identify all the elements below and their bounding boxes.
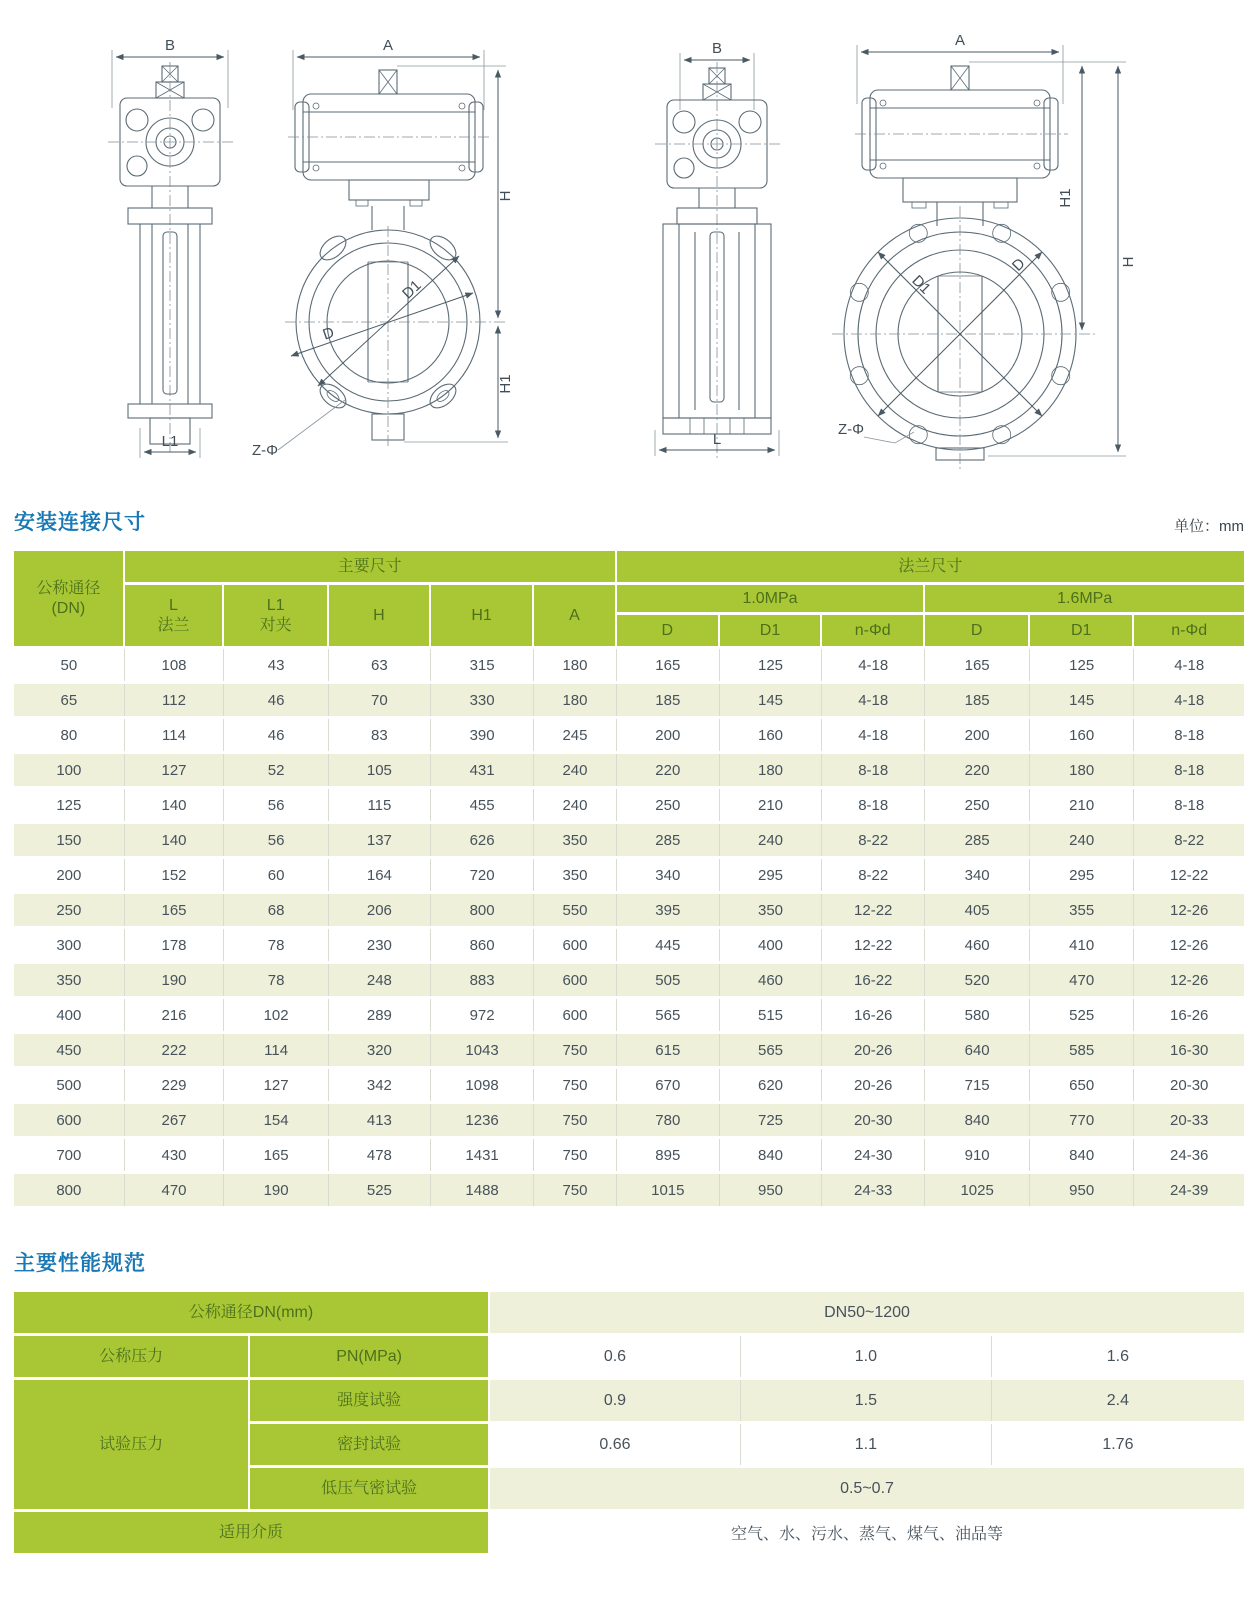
table-cell: 413 bbox=[329, 1104, 431, 1136]
section-title-performance: 主要性能规范 bbox=[14, 1252, 146, 1275]
table-cell: 248 bbox=[329, 964, 431, 996]
table-cell: 315 bbox=[431, 649, 534, 681]
table-cell: 840 bbox=[1030, 1139, 1135, 1171]
table-row bbox=[14, 1380, 1244, 1421]
col-group-1-0mpa: 1.0MPa bbox=[617, 585, 926, 612]
dim-label-z-phi: Z-Φ bbox=[252, 442, 279, 459]
table-cell: 8-22 bbox=[822, 859, 925, 891]
technical-drawings bbox=[0, 0, 1258, 500]
table-cell: 1236 bbox=[431, 1104, 534, 1136]
dim-label-z-phi: Z-Φ bbox=[838, 421, 865, 438]
table-cell: 410 bbox=[1030, 929, 1135, 961]
table-cell: 220 bbox=[925, 754, 1030, 786]
table-cell: 102 bbox=[224, 999, 329, 1031]
table-cell: 154 bbox=[224, 1104, 329, 1136]
table-cell: 4-18 bbox=[822, 684, 925, 716]
col-header-a: A bbox=[534, 585, 616, 646]
table-cell: 8-22 bbox=[822, 824, 925, 856]
dim-label-h: H bbox=[497, 190, 514, 202]
table-cell: 840 bbox=[925, 1104, 1030, 1136]
table-cell: 1043 bbox=[431, 1034, 534, 1066]
table-cell: 525 bbox=[1030, 999, 1135, 1031]
table-cell: 165 bbox=[617, 649, 720, 681]
perf-value-seal-1: 1.1 bbox=[741, 1424, 992, 1465]
table-cell: 230 bbox=[329, 929, 431, 961]
table-cell: 165 bbox=[224, 1139, 329, 1171]
col-header-l1-line2: 对夹 bbox=[259, 616, 292, 634]
table-cell: 972 bbox=[431, 999, 534, 1031]
table-cell: 470 bbox=[125, 1174, 225, 1206]
table-cell: 883 bbox=[431, 964, 534, 996]
table-cell: 478 bbox=[329, 1139, 431, 1171]
table-cell: 8-18 bbox=[822, 789, 925, 821]
table-cell: 56 bbox=[224, 789, 329, 821]
table-cell: 430 bbox=[125, 1139, 225, 1171]
table-cell: 350 bbox=[534, 824, 616, 856]
col-header-l-line2: 法兰 bbox=[157, 616, 190, 634]
table-row bbox=[14, 1034, 1244, 1066]
table-cell: 185 bbox=[925, 684, 1030, 716]
perf-value-pn-0: 0.6 bbox=[490, 1336, 741, 1377]
table-cell: 525 bbox=[329, 1174, 431, 1206]
table-cell: 725 bbox=[720, 1104, 822, 1136]
table-cell: 390 bbox=[431, 719, 534, 751]
table-cell: 210 bbox=[1030, 789, 1135, 821]
table-row bbox=[14, 1336, 1244, 1377]
table-cell: 160 bbox=[720, 719, 822, 751]
col-header-d1-16: D1 bbox=[1030, 615, 1135, 646]
table-cell: 24-33 bbox=[822, 1174, 925, 1206]
perf-value-seal-2: 1.76 bbox=[992, 1424, 1244, 1465]
drawing-wafer-side-view bbox=[108, 37, 235, 458]
table-cell: 65 bbox=[14, 684, 125, 716]
table-row bbox=[14, 1104, 1244, 1136]
table-cell: 350 bbox=[14, 964, 125, 996]
table-cell: 800 bbox=[431, 894, 534, 926]
table-cell: 910 bbox=[925, 1139, 1030, 1171]
col-group-main-dims: 主要尺寸 bbox=[125, 551, 617, 582]
table-cell: 20-26 bbox=[822, 1034, 925, 1066]
table-cell: 342 bbox=[329, 1069, 431, 1101]
table-cell: 105 bbox=[329, 754, 431, 786]
table-cell: 8-22 bbox=[1134, 824, 1244, 856]
table-cell: 250 bbox=[925, 789, 1030, 821]
table-cell: 520 bbox=[925, 964, 1030, 996]
table-cell: 180 bbox=[534, 649, 616, 681]
table-cell: 12-26 bbox=[1134, 894, 1244, 926]
perf-value-strength-2: 2.4 bbox=[992, 1380, 1244, 1421]
table-cell: 20-30 bbox=[1134, 1069, 1244, 1101]
table-cell: 405 bbox=[925, 894, 1030, 926]
table-cell: 715 bbox=[925, 1069, 1030, 1101]
table-cell: 200 bbox=[617, 719, 720, 751]
table-cell: 780 bbox=[617, 1104, 720, 1136]
table-cell: 216 bbox=[125, 999, 225, 1031]
table-cell: 190 bbox=[224, 1174, 329, 1206]
table-cell: 1431 bbox=[431, 1139, 534, 1171]
dim-label-a: A bbox=[382, 37, 394, 54]
table-cell: 750 bbox=[534, 1034, 616, 1066]
table-cell: 125 bbox=[14, 789, 125, 821]
perf-label-seal-test: 密封试验 bbox=[250, 1424, 490, 1465]
perf-value-strength-1: 1.5 bbox=[741, 1380, 992, 1421]
table-cell: 250 bbox=[617, 789, 720, 821]
table-cell: 20-33 bbox=[1134, 1104, 1244, 1136]
table-cell: 840 bbox=[720, 1139, 822, 1171]
table-cell: 240 bbox=[534, 789, 616, 821]
table-cell: 220 bbox=[617, 754, 720, 786]
col-header-d-10: D bbox=[617, 615, 720, 646]
table-cell: 210 bbox=[720, 789, 822, 821]
table-cell: 240 bbox=[1030, 824, 1135, 856]
table-cell: 180 bbox=[1030, 754, 1135, 786]
col-header-l1-line1: L1 bbox=[266, 596, 285, 614]
col-group-flange-dims: 法兰尺寸 bbox=[617, 551, 1244, 582]
table-cell: 145 bbox=[720, 684, 822, 716]
table-cell: 515 bbox=[720, 999, 822, 1031]
table-cell: 470 bbox=[1030, 964, 1135, 996]
table-cell: 52 bbox=[224, 754, 329, 786]
table-cell: 16-26 bbox=[822, 999, 925, 1031]
table-cell: 8-18 bbox=[1134, 719, 1244, 751]
install-dimensions-table-body bbox=[14, 649, 1244, 1206]
table-row bbox=[14, 1069, 1244, 1101]
table-cell: 600 bbox=[534, 964, 616, 996]
perf-label-low-pressure-test: 低压气密试验 bbox=[250, 1468, 490, 1509]
table-cell: 455 bbox=[431, 789, 534, 821]
col-header-l-line1: L bbox=[169, 596, 178, 614]
perf-label-test-pressure: 试验压力 bbox=[14, 1380, 250, 1509]
table-cell: 125 bbox=[1030, 649, 1135, 681]
table-cell: 16-30 bbox=[1134, 1034, 1244, 1066]
table-cell: 240 bbox=[534, 754, 616, 786]
table-cell: 24-36 bbox=[1134, 1139, 1244, 1171]
table-cell: 550 bbox=[534, 894, 616, 926]
table-cell: 63 bbox=[329, 649, 431, 681]
table-cell: 395 bbox=[617, 894, 720, 926]
col-header-d1-10: D1 bbox=[720, 615, 822, 646]
perf-value-seal-0: 0.66 bbox=[490, 1424, 741, 1465]
table-row bbox=[14, 999, 1244, 1031]
table-cell: 565 bbox=[617, 999, 720, 1031]
table-cell: 300 bbox=[14, 929, 125, 961]
table-cell: 24-39 bbox=[1134, 1174, 1244, 1206]
drawing-flange-front-view bbox=[832, 32, 1137, 470]
table-cell: 285 bbox=[617, 824, 720, 856]
table-cell: 750 bbox=[534, 1069, 616, 1101]
dim-label-d1: D1 bbox=[399, 276, 425, 303]
table-cell: 400 bbox=[720, 929, 822, 961]
drawing-flange-side-view bbox=[655, 40, 782, 458]
col-header-nphid-16: n-Φd bbox=[1134, 615, 1244, 646]
table-cell: 112 bbox=[125, 684, 225, 716]
table-cell: 78 bbox=[224, 929, 329, 961]
table-cell: 100 bbox=[14, 754, 125, 786]
table-cell: 340 bbox=[617, 859, 720, 891]
table-cell: 285 bbox=[925, 824, 1030, 856]
table-cell: 127 bbox=[224, 1069, 329, 1101]
table-cell: 400 bbox=[14, 999, 125, 1031]
dim-label-b: B bbox=[711, 40, 723, 57]
table-cell: 267 bbox=[125, 1104, 225, 1136]
table-cell: 190 bbox=[125, 964, 225, 996]
table-cell: 200 bbox=[925, 719, 1030, 751]
table-cell: 800 bbox=[14, 1174, 125, 1206]
table-cell: 150 bbox=[14, 824, 125, 856]
table-cell: 180 bbox=[720, 754, 822, 786]
col-header-dn bbox=[14, 551, 125, 646]
table-cell: 950 bbox=[1030, 1174, 1135, 1206]
table-cell: 4-18 bbox=[1134, 684, 1244, 716]
table-cell: 12-22 bbox=[822, 929, 925, 961]
table-row bbox=[14, 894, 1244, 926]
table-cell: 145 bbox=[1030, 684, 1135, 716]
table-cell: 460 bbox=[720, 964, 822, 996]
table-cell: 1015 bbox=[617, 1174, 720, 1206]
table-cell: 56 bbox=[224, 824, 329, 856]
col-group-1-6mpa: 1.6MPa bbox=[925, 585, 1244, 612]
unit-label: 单位：mm bbox=[1174, 518, 1244, 535]
table-row bbox=[14, 684, 1244, 716]
table-cell: 50 bbox=[14, 649, 125, 681]
table-cell: 330 bbox=[431, 684, 534, 716]
table-cell: 580 bbox=[925, 999, 1030, 1031]
table-row bbox=[14, 1139, 1244, 1171]
table-row bbox=[14, 1292, 1244, 1333]
table-cell: 350 bbox=[720, 894, 822, 926]
table-cell: 108 bbox=[125, 649, 225, 681]
dim-label-h1: H1 bbox=[497, 374, 514, 394]
table-cell: 200 bbox=[14, 859, 125, 891]
table-cell: 240 bbox=[720, 824, 822, 856]
table-cell: 160 bbox=[1030, 719, 1135, 751]
table-cell: 178 bbox=[125, 929, 225, 961]
table-cell: 600 bbox=[14, 1104, 125, 1136]
table-cell: 460 bbox=[925, 929, 1030, 961]
col-header-d-16: D bbox=[925, 615, 1030, 646]
table-cell: 640 bbox=[925, 1034, 1030, 1066]
table-cell: 500 bbox=[14, 1069, 125, 1101]
table-cell: 127 bbox=[125, 754, 225, 786]
table-cell: 24-30 bbox=[822, 1139, 925, 1171]
table-cell: 4-18 bbox=[1134, 649, 1244, 681]
performance-table bbox=[14, 1289, 1244, 1556]
table-row bbox=[14, 1512, 1244, 1553]
table-cell: 250 bbox=[14, 894, 125, 926]
table-cell: 140 bbox=[125, 789, 225, 821]
table-cell: 1098 bbox=[431, 1069, 534, 1101]
table-cell: 78 bbox=[224, 964, 329, 996]
table-cell: 115 bbox=[329, 789, 431, 821]
perf-label-strength-test: 强度试验 bbox=[250, 1380, 490, 1421]
table-cell: 1488 bbox=[431, 1174, 534, 1206]
table-cell: 245 bbox=[534, 719, 616, 751]
table-cell: 505 bbox=[617, 964, 720, 996]
table-row bbox=[14, 789, 1244, 821]
table-cell: 445 bbox=[617, 929, 720, 961]
perf-label-pn-mpa: PN(MPa) bbox=[250, 1336, 490, 1377]
table-cell: 295 bbox=[1030, 859, 1135, 891]
dim-label-a: A bbox=[954, 32, 966, 49]
table-cell: 720 bbox=[431, 859, 534, 891]
table-cell: 650 bbox=[1030, 1069, 1135, 1101]
col-header-h: H bbox=[329, 585, 431, 646]
table-cell: 600 bbox=[534, 999, 616, 1031]
perf-label-dn: 公称通径DN(mm) bbox=[14, 1292, 490, 1333]
install-dimensions-section bbox=[0, 506, 1258, 1209]
dim-label-l: L bbox=[712, 431, 722, 448]
table-cell: 8-18 bbox=[1134, 789, 1244, 821]
table-cell: 165 bbox=[925, 649, 1030, 681]
table-cell: 620 bbox=[720, 1069, 822, 1101]
table-cell: 450 bbox=[14, 1034, 125, 1066]
table-cell: 180 bbox=[534, 684, 616, 716]
table-cell: 289 bbox=[329, 999, 431, 1031]
table-cell: 114 bbox=[125, 719, 225, 751]
table-cell: 4-18 bbox=[822, 649, 925, 681]
table-row bbox=[14, 964, 1244, 996]
table-cell: 4-18 bbox=[822, 719, 925, 751]
performance-section bbox=[0, 1247, 1258, 1556]
table-cell: 114 bbox=[224, 1034, 329, 1066]
table-cell: 125 bbox=[720, 649, 822, 681]
perf-label-media: 适用介质 bbox=[14, 1512, 490, 1553]
perf-label-nominal-pressure: 公称压力 bbox=[14, 1336, 250, 1377]
col-header-nphid-10: n-Φd bbox=[822, 615, 925, 646]
table-cell: 355 bbox=[1030, 894, 1135, 926]
dim-label-d1: D1 bbox=[908, 272, 934, 298]
table-cell: 1025 bbox=[925, 1174, 1030, 1206]
table-cell: 20-26 bbox=[822, 1069, 925, 1101]
table-cell: 43 bbox=[224, 649, 329, 681]
table-cell: 295 bbox=[720, 859, 822, 891]
table-cell: 750 bbox=[534, 1174, 616, 1206]
table-cell: 340 bbox=[925, 859, 1030, 891]
table-cell: 12-26 bbox=[1134, 964, 1244, 996]
table-cell: 16-26 bbox=[1134, 999, 1244, 1031]
dim-label-h: H bbox=[1120, 256, 1137, 268]
table-cell: 750 bbox=[534, 1139, 616, 1171]
perf-value-dn: DN50~1200 bbox=[490, 1292, 1244, 1333]
col-header-dn-line2: (DN) bbox=[51, 599, 86, 617]
dim-label-b: B bbox=[164, 37, 176, 54]
table-cell: 83 bbox=[329, 719, 431, 751]
table-cell: 600 bbox=[534, 929, 616, 961]
perf-value-low-pressure: 0.5~0.7 bbox=[490, 1468, 1244, 1509]
col-header-l1 bbox=[224, 585, 329, 646]
table-cell: 8-18 bbox=[822, 754, 925, 786]
dim-label-d: D bbox=[320, 323, 337, 344]
table-cell: 950 bbox=[720, 1174, 822, 1206]
table-cell: 137 bbox=[329, 824, 431, 856]
perf-value-pn-2: 1.6 bbox=[992, 1336, 1244, 1377]
table-cell: 185 bbox=[617, 684, 720, 716]
table-cell: 770 bbox=[1030, 1104, 1135, 1136]
table-cell: 895 bbox=[617, 1139, 720, 1171]
table-cell: 222 bbox=[125, 1034, 225, 1066]
table-cell: 60 bbox=[224, 859, 329, 891]
table-cell: 206 bbox=[329, 894, 431, 926]
table-cell: 16-22 bbox=[822, 964, 925, 996]
table-cell: 46 bbox=[224, 719, 329, 751]
table-cell: 80 bbox=[14, 719, 125, 751]
col-header-dn-line1: 公称通径 bbox=[36, 579, 101, 597]
table-cell: 229 bbox=[125, 1069, 225, 1101]
table-row bbox=[14, 824, 1244, 856]
table-cell: 46 bbox=[224, 684, 329, 716]
table-cell: 12-22 bbox=[1134, 859, 1244, 891]
table-cell: 20-30 bbox=[822, 1104, 925, 1136]
table-row bbox=[14, 1174, 1244, 1206]
table-row bbox=[14, 859, 1244, 891]
table-cell: 164 bbox=[329, 859, 431, 891]
install-dimensions-table bbox=[14, 548, 1244, 1209]
table-row bbox=[14, 649, 1244, 681]
table-cell: 12-22 bbox=[822, 894, 925, 926]
col-header-l bbox=[125, 585, 225, 646]
dim-label-d: D bbox=[1008, 254, 1029, 275]
table-row bbox=[14, 929, 1244, 961]
table-cell: 700 bbox=[14, 1139, 125, 1171]
table-cell: 320 bbox=[329, 1034, 431, 1066]
perf-value-pn-1: 1.0 bbox=[741, 1336, 992, 1377]
dim-label-l1: L1 bbox=[161, 433, 179, 450]
col-header-h1: H1 bbox=[431, 585, 534, 646]
section-title-install-dimensions: 安装连接尺寸 bbox=[14, 511, 146, 534]
table-cell: 431 bbox=[431, 754, 534, 786]
perf-value-media: 空气、水、污水、蒸气、煤气、油品等 bbox=[490, 1512, 1244, 1553]
table-cell: 585 bbox=[1030, 1034, 1135, 1066]
table-cell: 565 bbox=[720, 1034, 822, 1066]
perf-value-strength-0: 0.9 bbox=[490, 1380, 741, 1421]
table-cell: 350 bbox=[534, 859, 616, 891]
table-cell: 165 bbox=[125, 894, 225, 926]
table-cell: 750 bbox=[534, 1104, 616, 1136]
table-cell: 615 bbox=[617, 1034, 720, 1066]
table-cell: 12-26 bbox=[1134, 929, 1244, 961]
table-row bbox=[14, 719, 1244, 751]
table-cell: 670 bbox=[617, 1069, 720, 1101]
table-cell: 70 bbox=[329, 684, 431, 716]
drawing-wafer-front-view bbox=[252, 37, 514, 459]
dim-label-h1: H1 bbox=[1057, 188, 1074, 208]
table-cell: 8-18 bbox=[1134, 754, 1244, 786]
table-cell: 860 bbox=[431, 929, 534, 961]
table-cell: 626 bbox=[431, 824, 534, 856]
table-row bbox=[14, 754, 1244, 786]
table-cell: 140 bbox=[125, 824, 225, 856]
table-cell: 152 bbox=[125, 859, 225, 891]
table-cell: 68 bbox=[224, 894, 329, 926]
